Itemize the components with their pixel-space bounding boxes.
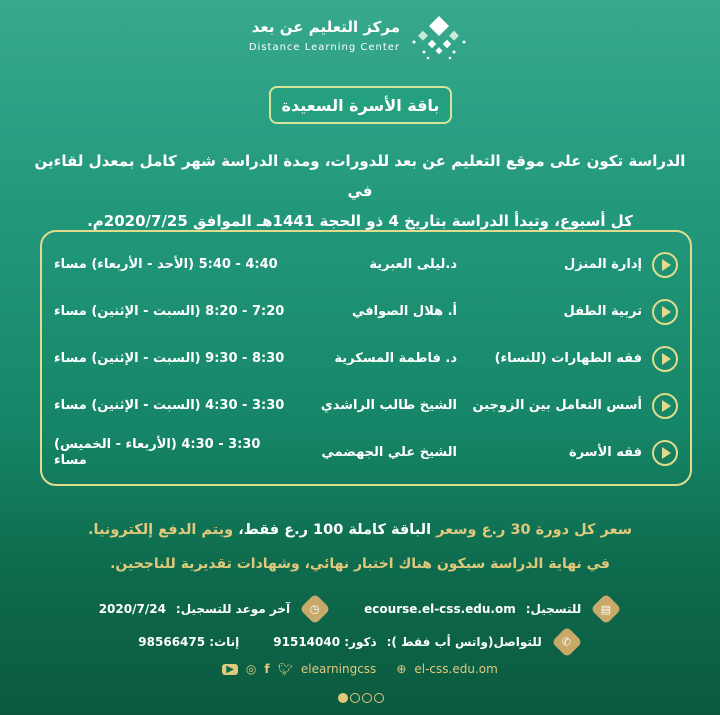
deadline-label: آخر موعد للتسجيل: [175, 602, 291, 616]
course-time: 3:30 - 4:30 (الأربعاء - الخميس) مساء [54, 437, 261, 468]
page-dot[interactable] [350, 693, 360, 703]
course-name: فقه الطهارات (للنساء) [494, 351, 642, 366]
course-time: 8:30 - 9:30 (السبت - الإثنين) مساء [54, 351, 285, 366]
twitter-icon[interactable]: 🐦︎ [277, 662, 293, 676]
course-row [42, 383, 690, 429]
instructor: الشيخ طالب الراشدي [320, 398, 457, 413]
contact-line [0, 629, 720, 655]
logo [250, 14, 480, 64]
course-time: 4:40 - 5:40 (الأحد - الأربعاء) مساء [54, 257, 278, 272]
price-text [20, 522, 700, 538]
intro-line: كل أسبوع، وتبدأ الدراسة بتاريخ 4 ذو الحجة 1441هـ الموافق 2020/7/25م. [87, 212, 633, 230]
registration-line [0, 596, 720, 622]
course-row [42, 242, 690, 288]
course-name: إدارة المنزل [564, 257, 642, 272]
course-schedule [40, 230, 692, 486]
clock-icon: ◷ [300, 593, 331, 624]
logo-arabic: مركز التعليم عن بعد [251, 18, 400, 36]
page-dot-active[interactable] [338, 693, 348, 703]
package-title: باقة الأسرة السعيدة [269, 86, 452, 124]
whatsapp-icon: ✆ [551, 626, 582, 657]
website-link[interactable]: el-css.edu.om [414, 662, 498, 676]
page-dot[interactable] [362, 693, 372, 703]
course-row [42, 289, 690, 335]
instagram-icon[interactable]: ◎ [245, 662, 257, 676]
youtube-icon[interactable]: ▶ [222, 664, 238, 675]
intro-line: الدراسة تكون على موقع التعليم عن بعد للدورات، ومدة الدراسة شهر كامل بمعدل لقاءين في [34, 152, 686, 200]
course-time: 3:30 - 4:30 (السبت - الإثنين) مساء [54, 398, 285, 413]
course-row [42, 336, 690, 382]
intro-text [30, 146, 690, 236]
pagination-dots [338, 693, 384, 703]
instructor: أ. هلال الصوافي [351, 304, 457, 319]
deadline-date: 2020/7/24 [98, 602, 166, 616]
facebook-icon[interactable]: f [264, 662, 270, 676]
course-name: فقه الأسرة [569, 445, 642, 460]
play-icon[interactable] [652, 299, 678, 325]
price-part: سعر كل دورة 30 ر.ع وسعر [431, 522, 632, 538]
course-name: تربية الطفل [563, 304, 642, 319]
price-part: ويتم الدفع إلكترونيا. [88, 522, 239, 538]
logo-english: Distance Learning Center [248, 42, 400, 53]
page-dot[interactable] [374, 693, 384, 703]
logo-mark-icon [406, 14, 472, 64]
globe-icon: ⊕ [396, 662, 407, 676]
price-package: الباقة كاملة 100 ر.ع فقط، [238, 522, 432, 538]
course-row [42, 430, 690, 476]
register-label: للتسجيل: [525, 602, 582, 616]
clipboard-icon: ▤ [591, 593, 622, 624]
social-handle[interactable]: elearningcss [300, 662, 377, 676]
register-link[interactable]: ecourse.el-css.edu.om [364, 602, 516, 616]
instructor: د. فاطمة المسكرية [334, 351, 457, 366]
exam-note: في نهاية الدراسة سيكون هناك اختبار نهائي، وشهادات تقديرية للناجحين. [110, 556, 610, 572]
play-icon[interactable] [652, 393, 678, 419]
play-icon[interactable] [652, 440, 678, 466]
play-icon[interactable] [652, 252, 678, 278]
contact-male: ذكور: 91514040 [273, 635, 377, 649]
instructor: د.ليلى العبرية [369, 257, 457, 272]
course-name: أسس التعامل بين الزوجين [472, 398, 642, 413]
instructor: الشيخ علي الجهضمي [321, 445, 457, 460]
contact-label: للتواصل(واتس أب فقط ): [386, 635, 542, 649]
contact-female: إناث: 98566475 [138, 635, 240, 649]
social-links [0, 662, 720, 676]
course-time: 7:20 - 8:20 (السبت - الإثنين) مساء [54, 304, 285, 319]
play-icon[interactable] [652, 346, 678, 372]
